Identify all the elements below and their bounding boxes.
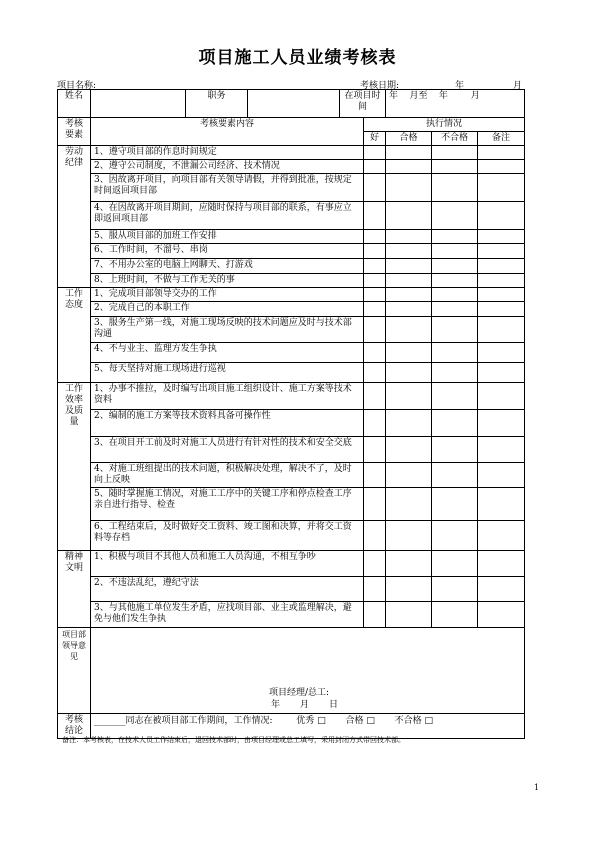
remark-cell[interactable] — [478, 363, 525, 383]
criterion-item: 5、每天坚持对施工现场进行巡视 — [91, 363, 364, 383]
fail-cell[interactable] — [432, 288, 478, 302]
fail-cell[interactable] — [432, 602, 478, 628]
good-cell[interactable] — [364, 160, 386, 174]
remark-cell[interactable] — [478, 259, 525, 274]
option-pass-checkbox[interactable]: □ — [366, 716, 375, 726]
month-label: 月 — [513, 81, 523, 91]
pass-cell[interactable] — [386, 577, 432, 602]
criterion-item: 7、不用办公室的电脑上网聊天、打游戏 — [91, 259, 364, 274]
remark-cell[interactable] — [478, 521, 525, 551]
good-cell[interactable] — [364, 174, 386, 202]
position-label: 职务 — [186, 90, 248, 118]
pass-cell[interactable] — [386, 146, 432, 160]
pass-cell[interactable] — [386, 437, 432, 463]
pass-cell[interactable] — [386, 202, 432, 230]
conclusion-text: _______同志在被项目部工作期间，工作情况: — [94, 716, 273, 726]
fail-cell[interactable] — [432, 363, 478, 383]
pass-cell[interactable] — [386, 343, 432, 363]
good-cell[interactable] — [364, 410, 386, 437]
good-cell[interactable] — [364, 343, 386, 363]
good-cell[interactable] — [364, 244, 386, 259]
fail-cell[interactable] — [432, 174, 478, 202]
category-header: 考核要素 — [58, 118, 91, 146]
pass-cell[interactable] — [386, 244, 432, 259]
remark-cell[interactable] — [478, 274, 525, 288]
category-efficiency-quality: 工作效率及质量 — [58, 383, 91, 551]
fail-cell[interactable] — [432, 577, 478, 602]
pass-cell[interactable] — [386, 363, 432, 383]
option-fail-checkbox[interactable]: □ — [424, 716, 434, 726]
remark-cell[interactable] — [478, 410, 525, 437]
pass-cell[interactable] — [386, 383, 432, 410]
good-cell[interactable] — [364, 202, 386, 230]
option-pass-label: 合格 — [345, 716, 364, 726]
pass-cell[interactable] — [386, 463, 432, 488]
criterion-item: 4、不与业主、监理方发生争执 — [91, 343, 364, 363]
fail-cell[interactable] — [432, 230, 478, 244]
option-excellent-checkbox[interactable]: □ — [317, 716, 326, 726]
category-labor-discipline: 劳动纪律 — [58, 146, 91, 288]
pass-cell[interactable] — [386, 602, 432, 628]
good-cell[interactable] — [364, 259, 386, 274]
good-cell[interactable] — [364, 463, 386, 488]
good-cell[interactable] — [364, 274, 386, 288]
pass-cell[interactable] — [386, 410, 432, 437]
conclusion-label: 考核结论 — [58, 714, 91, 739]
good-cell[interactable] — [364, 602, 386, 628]
good-cell[interactable] — [364, 230, 386, 244]
signature-date: 年 月 日 — [271, 700, 339, 710]
remark-cell[interactable] — [478, 437, 525, 463]
name-value[interactable] — [91, 90, 186, 118]
criterion-item: 5、服从项目部的加班工作安排 — [91, 230, 364, 244]
remark-cell[interactable] — [478, 317, 525, 343]
remark-cell[interactable] — [478, 202, 525, 230]
criterion-item: 2、不违法乱纪，遵纪守法 — [91, 577, 364, 602]
position-value[interactable] — [248, 90, 340, 118]
fail-cell[interactable] — [432, 302, 478, 317]
remark-cell[interactable] — [478, 230, 525, 244]
good-cell[interactable] — [364, 146, 386, 160]
pass-cell[interactable] — [386, 488, 432, 521]
pass-cell[interactable] — [386, 317, 432, 343]
assessment-date-label: 考核日期: — [360, 81, 400, 91]
pass-cell[interactable] — [386, 288, 432, 302]
category-civility: 精神文明 — [58, 551, 91, 628]
remark-cell[interactable] — [478, 160, 525, 174]
remark-cell[interactable] — [478, 146, 525, 160]
option-excellent-label: 优秀 — [296, 716, 315, 726]
fail-cell[interactable] — [432, 317, 478, 343]
name-label: 姓名 — [58, 90, 91, 118]
assessment-table — [57, 89, 525, 739]
remark-cell[interactable] — [478, 463, 525, 488]
pass-cell[interactable] — [386, 302, 432, 317]
pass-cell[interactable] — [386, 174, 432, 202]
pass-cell[interactable] — [386, 230, 432, 244]
fail-cell[interactable] — [432, 521, 478, 551]
option-fail-label: 不合格 — [394, 716, 422, 726]
content-header: 考核要素内容 — [91, 118, 364, 146]
criterion-item: 5、随时掌握施工情况，对施工工序中的关键工序和停点检查工序亲自进行指导、检查 — [91, 488, 364, 521]
criterion-item: 3、与其他施工单位发生矛盾，应找项目部、业主或监理解决，避免与他们发生争执 — [91, 602, 364, 628]
good-cell[interactable] — [364, 437, 386, 463]
criterion-item: 2、遵守公司制度，不泄漏公司经济、技术情况 — [91, 160, 364, 174]
criterion-item: 3、因故离开项目，向项目部有关领导请假，并得到批准，按规定时间返回项目部 — [91, 174, 364, 202]
fail-cell[interactable] — [432, 160, 478, 174]
good-cell[interactable] — [364, 577, 386, 602]
criterion-item: 4、在因故离开项目期间，应随时保持与项目部的联系，有事应立即返回项目部 — [91, 202, 364, 230]
good-cell[interactable] — [364, 317, 386, 343]
pass-cell[interactable] — [386, 259, 432, 274]
remark-cell[interactable] — [478, 174, 525, 202]
criterion-item: 3、服务生产第一线，对施工现场反映的技术问题应及时与技术部沟通 — [91, 317, 364, 343]
fail-cell[interactable] — [432, 488, 478, 521]
footnote: 备注：本考核表，在技术人员工作结束后，退回技术部时，由项目经理或总工填写，采用封闭方式带回技术部。 — [62, 736, 405, 744]
fail-cell[interactable] — [432, 259, 478, 274]
fail-cell[interactable] — [432, 202, 478, 230]
pass-cell[interactable] — [386, 521, 432, 551]
period-label: 在项目时间 — [340, 90, 386, 118]
pass-cell[interactable] — [386, 274, 432, 288]
remark-cell[interactable] — [478, 488, 525, 521]
criterion-item: 1、积极与项目不其他人员和施工人员沟通，不相互争吵 — [91, 551, 364, 577]
criterion-item: 2、完成自己的本职工作 — [91, 302, 364, 317]
signer-label: 项目经理/总工: — [269, 688, 330, 698]
criterion-item: 8、上班时间，不做与工作无关的事 — [91, 274, 364, 288]
good-cell[interactable] — [364, 383, 386, 410]
leader-opinion-label: 项目部领导意见 — [58, 628, 91, 714]
criterion-item: 2、编制的施工方案等技术资料具备可操作性 — [91, 410, 364, 437]
pass-cell[interactable] — [386, 160, 432, 174]
remark-cell[interactable] — [478, 383, 525, 410]
project-name-label: 项目名称: — [57, 81, 97, 91]
remark-cell[interactable] — [478, 577, 525, 602]
remark-cell[interactable] — [478, 551, 525, 577]
good-cell[interactable] — [364, 302, 386, 317]
fail-cell[interactable] — [432, 274, 478, 288]
pass-cell[interactable] — [386, 551, 432, 577]
good-cell[interactable] — [364, 363, 386, 383]
good-cell[interactable] — [364, 488, 386, 521]
document-title: 项目施工人员业绩考核表 — [198, 48, 397, 68]
fail-cell[interactable] — [432, 146, 478, 160]
fail-cell[interactable] — [432, 437, 478, 463]
fail-cell[interactable] — [432, 343, 478, 363]
criterion-item: 1、遵守项目部的作息时间规定 — [91, 146, 364, 160]
fail-header: 不合格 — [432, 132, 478, 146]
fail-cell[interactable] — [432, 463, 478, 488]
remark-cell[interactable] — [478, 288, 525, 302]
good-cell[interactable] — [364, 551, 386, 577]
criterion-item: 6、工作时间，不溜号、串岗 — [91, 244, 364, 259]
criterion-item: 1、办事不推拉，及时编写出项目施工组织设计、施工方案等技术资料 — [91, 383, 364, 410]
remark-cell[interactable] — [478, 302, 525, 317]
good-cell[interactable] — [364, 521, 386, 551]
good-header: 好 — [364, 132, 386, 146]
remark-cell[interactable] — [478, 343, 525, 363]
year-label: 年 — [455, 81, 465, 91]
criterion-item: 4、对施工班组提出的技术问题，积极解决处理，解决不了，及时向上反映 — [91, 463, 364, 488]
execution-header: 执行情况 — [364, 118, 525, 132]
pass-header: 合格 — [386, 132, 432, 146]
remark-cell[interactable] — [478, 602, 525, 628]
leader-opinion-area[interactable] — [91, 628, 525, 714]
criterion-item: 3、在项目开工前及时对施工人员进行有针对性的技术和安全交底 — [91, 437, 364, 463]
fail-cell[interactable] — [432, 383, 478, 410]
fail-cell[interactable] — [432, 410, 478, 437]
page-number: 1 — [534, 783, 540, 792]
category-work-attitude: 工作态度 — [58, 288, 91, 383]
remark-cell[interactable] — [478, 244, 525, 259]
criterion-item: 6、工程结束后，及时做好交工资料、竣工图和决算，并将交工资料等存档 — [91, 521, 364, 551]
period-value[interactable]: 年 月至 年 月 — [386, 90, 525, 118]
remark-header: 备注 — [478, 132, 525, 146]
fail-cell[interactable] — [432, 244, 478, 259]
criterion-item: 1、完成项目部领导交办的工作 — [91, 288, 364, 302]
fail-cell[interactable] — [432, 551, 478, 577]
good-cell[interactable] — [364, 288, 386, 302]
